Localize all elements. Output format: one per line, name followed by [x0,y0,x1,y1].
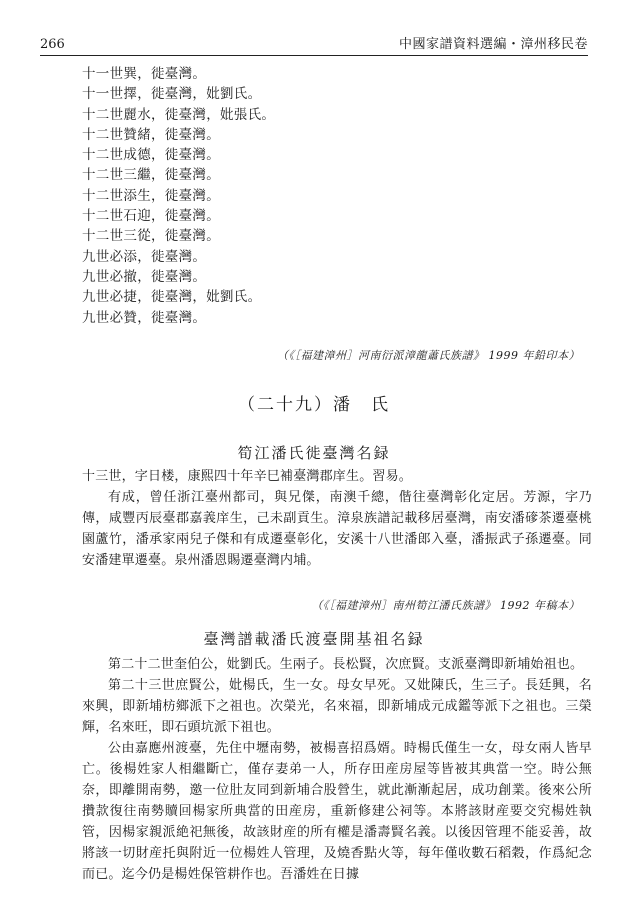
paragraph-block [82,654,592,885]
list-item: 十二世麗水，徙臺灣，妣張氏。 [82,106,276,123]
page-number: 266 [40,37,65,52]
source-citation: （《［福建漳州］河南衍派漳龍蕭氏族譜》 1999 年鉛印本） [277,349,580,362]
paragraph: 十三世，字日楼，康熙四十年辛巳補臺灣郡庠生。習易。 [82,469,413,484]
source-citation: （《［福建漳州］南州筍江潘氏族譜》 1992 年稿本） [311,599,580,612]
list-item: 九世必添，徙臺灣。 [82,248,207,265]
list-item: 十二世成德，徙臺灣。 [82,147,220,164]
list-item: 十二世添生，徙臺灣。 [82,187,220,204]
running-title: 中國家譜資料選編・漳州移民卷 [398,37,588,52]
subheading: 臺灣譜載潘氏渡臺開基祖名録 [203,630,425,648]
list-item: 十二世三繼，徙臺灣。 [82,167,220,184]
paragraph: 第二十三世庶賢公，妣楊氏，生一女。母女早死。又妣陳氏，生三子。長廷興，名來興，即新埔枋鄉派下之祖也。次榮光，名來福，即新埔成元成鑑等派下之祖也。三榮輝，名來旺，即石頭坑派下祖也。 [82,678,592,735]
list-item: 九世必捷，徙臺灣，妣劉氏。 [82,289,262,306]
paragraph: 公由嘉應州渡臺，先住中壢南勢，被楊喜招爲婿。時楊氏僅生一女，母女兩人皆早亡。後楊姓家人相繼斷亡，僅存妻弟一人，所存田産房屋等皆被其典當一空。時公無奈，即離開南勢，邀一位肚友同到新埔合股營生，就此漸漸起居，成功創業。後來公所攢款復往南勢贖回楊家所典當的田産房，重新修建公祠等。本將該財産要交究楊姓執管，因楊家親派絶祀無後，故該財産的所有權是潘壽賢名義。以後因管理不能妥善，故將該一切財産托與附近一位楊姓人管理，及燒香點火等，每年僅收數石稻穀，作爲紀念而已。迄今仍是楊姓保管耕作也。吾潘姓在日據 [82,741,592,882]
list-item: 十二世三從，徙臺灣。 [82,228,220,245]
page-header [40,30,588,52]
list-item: 十一世巽，徙臺灣。 [82,66,207,82]
list-item: 九世必撤，徙臺灣。 [82,268,207,285]
list-item: 十一世擇，徙臺灣，妣劉氏。 [82,86,262,103]
paragraph-block [82,466,592,571]
subheading: 筍江潘氏徙臺灣名録 [237,444,391,462]
paragraph: 第二十二世奎伯公，妣劉氏。生兩子。長松賢，次庶賢。支派臺灣即新埔始祖也。 [108,657,584,672]
list-item: 九世必贊，徙臺灣。 [82,309,207,326]
header-rule [40,55,588,56]
list-item: 十二世贊緒，徙臺灣。 [82,126,220,143]
section-heading: （二十九）潘 氏 [238,395,390,415]
list-item: 十二世石迎，徙臺灣。 [82,208,220,225]
paragraph: 有成，曾任浙江臺州都司，與兄傑，南澳千總，偕往臺灣彰化定居。芳源，字乃傳，咸豐丙辰臺郡嘉義庠生，己未副貢生。漳泉族譜記載移居臺灣，南安潘䃎茶遷臺桃園蘆竹，潘承家兩兒子傑和有成遷臺彰化，安溪十八世潘郎入臺，潘振武子孫遷臺。同安潘建單遷臺。泉州潘恩賜遷臺灣内埔。 [82,490,592,568]
generation-list [82,64,275,328]
